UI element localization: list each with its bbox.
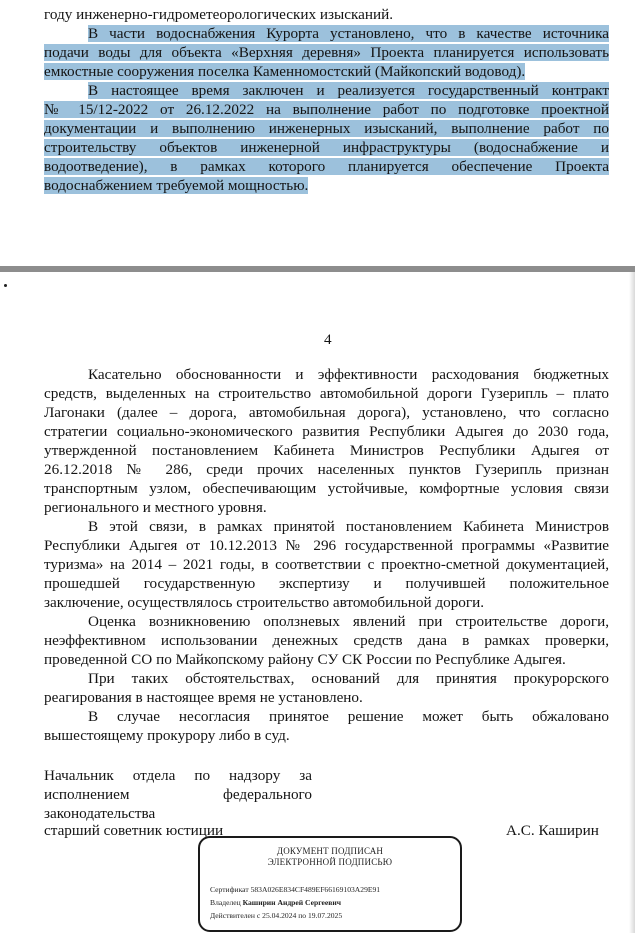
text-line: туризма» на 2014 – 2021 годы, в соответствии с проектно-сметной документацией, — [44, 556, 609, 573]
text-line: В случае несогласия принятое решение может быть обжаловано — [88, 708, 609, 725]
paragraph-no-grounds — [44, 669, 609, 707]
text-line: проведенной СО по Майкопскому району СУ СК России по Республике Адыгея. — [44, 651, 566, 668]
text-line: водоснабжением требуемой мощностью. — [44, 177, 309, 194]
stamp-owner-value: Каширин Андрей Сергеевич — [242, 898, 342, 907]
signatory-name: А.С. Каширин — [506, 822, 599, 839]
text-line: № 15/12-2022 от 26.12.2022 на выполнение работ по подготовке проектной — [44, 101, 609, 118]
text-line: исполнением федерального — [44, 786, 312, 803]
stamp-header-line1: ДОКУМЕНТ ПОДПИСАН — [276, 846, 384, 856]
text-line: 26.12.2018 № 286, среди прочих населенных пунктов Гузерипль признан — [44, 461, 609, 478]
text-line: В настоящее время заключен и реализуется государственный контракт — [88, 82, 609, 99]
text-line: неэффективном использовании денежных средств дана в рамках проверки, — [44, 632, 609, 649]
paragraph-appeal — [44, 707, 609, 745]
text-line: В этой связи, в рамках принятой постановлением Кабинета Министров — [88, 518, 609, 535]
electronic-signature-stamp — [198, 836, 462, 932]
stamp-validity-label: Действителен — [210, 911, 255, 920]
stamp-header-line2: ЭЛЕКТРОННОЙ ПОДПИСЬЮ — [267, 857, 393, 867]
text-line: утвержденной постановлением Кабинета Министров Республики Адыгея от — [44, 442, 609, 459]
paragraph-fragment: году инженерно-гидрометеорологических изысканий. — [44, 6, 394, 23]
text-line: вышестоящему прокурору либо в суд. — [44, 727, 290, 744]
stamp-certificate-value: 583A026E834CF489EF66169103A29E91 — [250, 885, 381, 894]
page-edge-shadow — [629, 272, 635, 933]
text-line: реагирования в настоящее время не установлено. — [44, 689, 363, 706]
text-line: законодательства — [44, 805, 156, 822]
text-line: стратегии социально-экономического развития Республики Адыгея до 2030 года, — [44, 423, 609, 440]
text-line: Касательно обоснованности и эффективности расходования бюджетных — [88, 366, 609, 383]
text-line: средств, выделенных на строительство автомобильной дороги Гузерипль – плато — [44, 385, 609, 402]
paragraph-state-program — [44, 517, 609, 612]
stamp-certificate-label: Сертификат — [210, 885, 249, 894]
stamp-validity-row — [210, 910, 342, 921]
page-number: 4 — [324, 331, 332, 348]
text-line: Лагонаки (далее – дорога, автомобильная дорога), установлено, что согласно — [44, 404, 609, 421]
text-line: водоотведение), в рамках которого планируется обеспечение Проекта — [44, 158, 609, 175]
stamp-owner-label: Владелец — [210, 898, 241, 907]
text-line: Оценка возникновению оползневых явлений при строительстве дороги, — [88, 613, 609, 630]
text-line: заключение, осуществлялось строительство автомобильной дороги. — [44, 594, 485, 611]
stamp-validity-value: с 25.04.2024 по 19.07.2025 — [256, 911, 343, 920]
text-line: В части водоснабжения Курорта установлено, что в качестве источника — [88, 25, 609, 42]
paragraph-landslide-assessment — [44, 612, 609, 669]
highlighted-paragraph-water-supply[interactable] — [44, 24, 609, 81]
text-line: емкостные сооружения поселка Каменномостский (Майкопский водовод). — [44, 63, 526, 80]
text-line: подачи воды для объекта «Верхняя деревня» Проекта планируется использовать — [44, 44, 609, 61]
stamp-owner-row — [210, 897, 341, 908]
signatory-rank: старший советник юстиции — [44, 822, 224, 839]
text-line: строительству объектов инженерной инфраструктуры (водоснабжение и — [44, 139, 609, 156]
text-line: транспортным узлом, обеспечивающим устойчивые, комфортные условия связи — [44, 480, 609, 497]
text-line: Республики Адыгея от 10.12.2013 № 296 государственной программы «Развитие — [44, 537, 609, 554]
text-line: прошедшей государственную экспертизу и получившей положительное — [44, 575, 609, 592]
highlighted-paragraph-contract[interactable] — [44, 81, 609, 195]
text-line: Начальник отдела по надзору за — [44, 767, 312, 784]
paragraph-budget-efficiency — [44, 365, 609, 517]
text-line: документации и выполнению инженерных изысканий, выполнение работ по — [44, 120, 609, 137]
scan-artifact-dot — [4, 284, 7, 287]
text-line: При таких обстоятельствах, оснований для принятия прокурорского — [88, 670, 609, 687]
signatory-title — [44, 766, 312, 823]
stamp-certificate-row — [210, 884, 380, 895]
text-line: регионального и местного уровня. — [44, 499, 267, 516]
